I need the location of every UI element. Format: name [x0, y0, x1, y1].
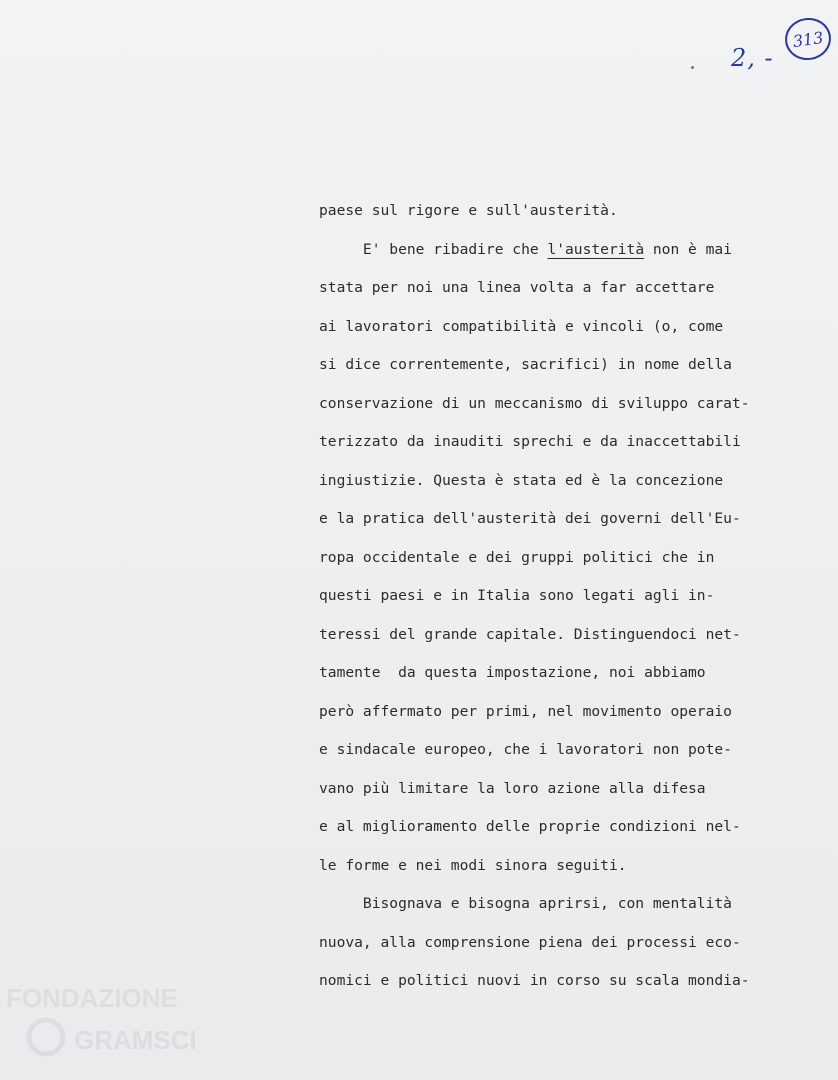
text-line: ai lavoratori compatibilità e vincoli (o, come	[319, 317, 724, 335]
watermark-line-1: FONDAZIONE	[6, 983, 178, 1013]
text-line: si dice correntemente, sacrifici) in nome della	[319, 356, 732, 373]
text-line: stata per noi una linea volta a far accettare	[319, 279, 715, 296]
text-line: conservazione di un meccanismo di sviluppo carat-	[319, 394, 750, 412]
text-line: ropa occidentale e dei gruppi politici che in	[319, 548, 715, 566]
text-line: nomici e politici nuovi in corso su scala mondia-	[319, 972, 750, 989]
text-line: tamente da questa impostazione, noi abbiamo	[319, 664, 706, 681]
text-line: e sindacale europeo, che i lavoratori non pote-	[319, 741, 732, 758]
text-line	[319, 237, 819, 276]
ink-dot	[691, 66, 694, 69]
fondazione-gramsci-watermark	[0, 975, 230, 1065]
typed-text-body	[319, 198, 819, 1007]
handwritten-page-number: 2, -	[731, 44, 774, 72]
text-line: Bisognava e bisogna aprirsi, con mentalità	[319, 895, 732, 912]
text-line: questi paesi e in Italia sono legati agli in-	[319, 587, 715, 604]
watermark-line-2: GRAMSCI	[74, 1025, 197, 1055]
text-line: terizzato da inauditi sprechi e da inaccettabili	[319, 433, 741, 450]
watermark-logo-icon	[29, 1020, 63, 1054]
text-line: teressi del grande capitale. Distinguendoci net-	[319, 625, 741, 643]
text-line: le forme e nei modi sinora seguiti.	[319, 856, 627, 874]
text-line: paese sul rigore e sull'austerità.	[319, 202, 618, 219]
text-line: però affermato per primi, nel movimento operaio	[319, 702, 732, 720]
text-segment: E' bene ribadire che	[319, 240, 548, 258]
text-line: vano più limitare la loro azione alla difesa	[319, 779, 706, 797]
circled-page-stamp: 313	[782, 15, 833, 63]
text-segment: non è mai	[644, 240, 732, 258]
text-line: ingiustizie. Questa è stata ed è la concezione	[319, 471, 724, 489]
text-line: nuova, alla comprensione piena dei processi eco-	[319, 933, 741, 951]
text-line: e la pratica dell'austerità dei governi dell'Eu-	[319, 510, 741, 527]
text-line: e al miglioramento delle proprie condizioni nel-	[319, 818, 741, 835]
underlined-word: l'austerità	[547, 240, 645, 258]
